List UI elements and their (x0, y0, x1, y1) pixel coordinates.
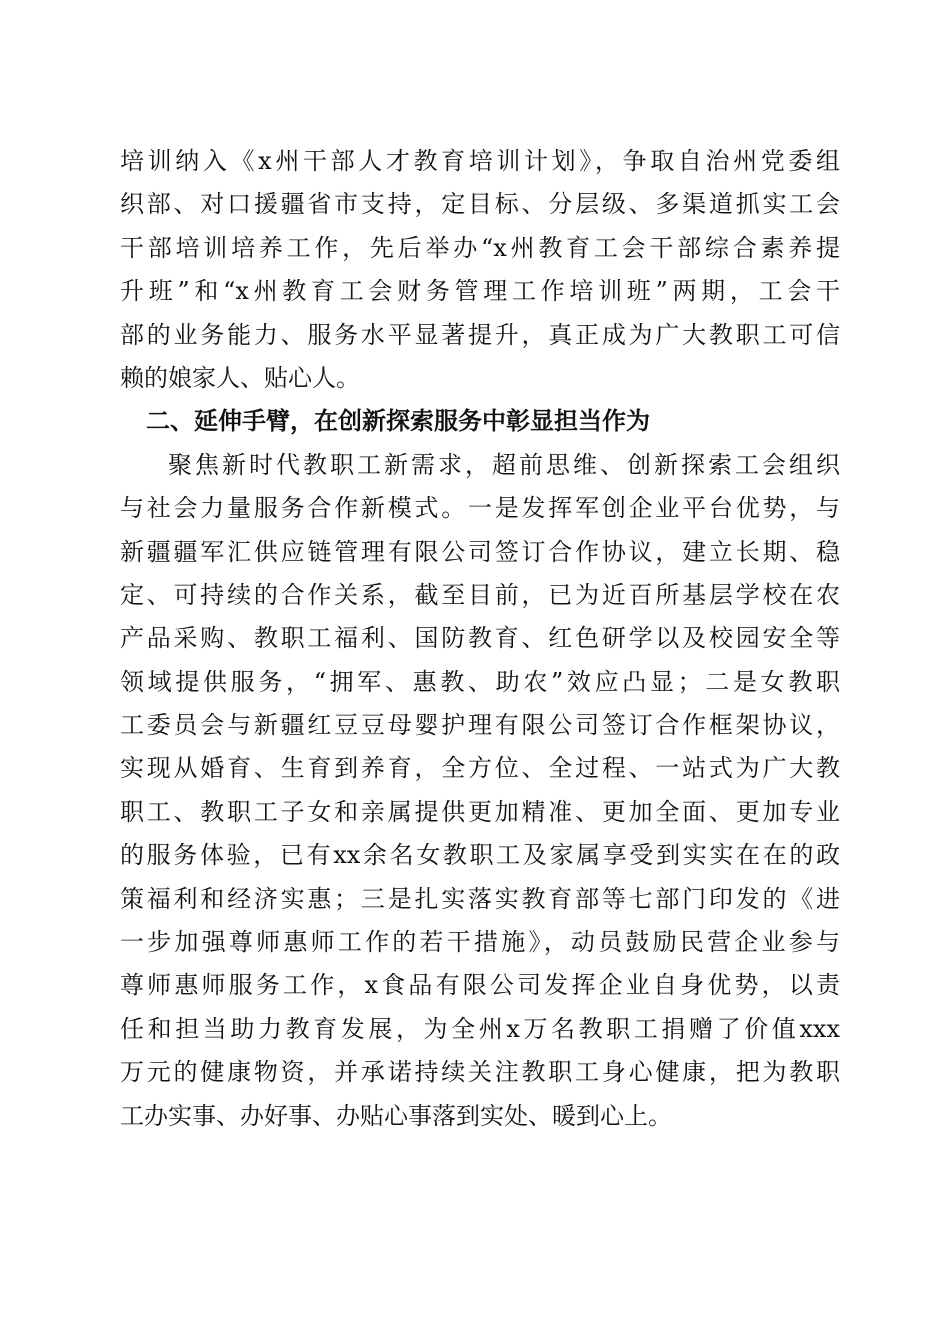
text-line: 产品采购、教职工福利、国防教育、红色研学以及校园安全等 (120, 624, 840, 653)
text-line: 赖的娘家人、贴心人。 (120, 363, 360, 392)
text-line: 新疆疆军汇供应链管理有限公司签订合作协议，建立长期、稳 (120, 537, 840, 566)
text-line: 尊师惠师服务工作，x食品有限公司发挥企业自身优势，以责 (120, 971, 840, 1000)
text-line: 万元的健康物资，并承诺持续关注教职工身心健康，把为教职 (120, 1058, 840, 1087)
text-line: 升班”和“x州教育工会财务管理工作培训班”两期，工会干 (120, 277, 840, 306)
paragraph-service-innovation (120, 444, 840, 1138)
text-line: 聚焦新时代教职工新需求，超前思维、创新探索工会组织 (168, 450, 840, 479)
text-line: 的服务体验，已有xx余名女教职工及家属享受到实实在在的政 (120, 841, 840, 870)
text-line: 培训纳入《x州干部人才教育培训计划》，争取自治州党委组 (120, 147, 840, 175)
section-heading: 二、延伸手臂，在创新探索服务中彰显担当作为 (146, 407, 650, 436)
text-line: 职工、教职工子女和亲属提供更加精准、更加全面、更加专业 (120, 797, 840, 826)
text-line: 实现从婚育、生育到养育，全方位、全过程、一站式为广大教 (120, 754, 840, 783)
text-line: 领域提供服务，“拥军、惠教、助农”效应凸显；二是女教职 (120, 667, 840, 696)
text-line: 策福利和经济实惠；三是扎实落实教育部等七部门印发的《进 (120, 884, 840, 913)
text-line: 与社会力量服务合作新模式。一是发挥军创企业平台优势，与 (120, 494, 840, 523)
text-line: 部的业务能力、服务水平显著提升，真正成为广大教职工可信 (120, 320, 840, 349)
text-line: 工委员会与新疆红豆豆母婴护理有限公司签订合作框架协议， (120, 711, 840, 740)
paragraph-training (120, 140, 840, 400)
text-line: 定、可持续的合作关系，截至目前，已为近百所基层学校在农 (120, 580, 840, 609)
text-line: 一步加强尊师惠师工作的若干措施》，动员鼓励民营企业参与 (120, 928, 840, 957)
text-line: 任和担当助力教育发展，为全州x万名教职工捐赠了价值xxx (120, 1014, 840, 1043)
text-line: 工办实事、办好事、办贴心事落到实处、暖到心上。 (120, 1101, 672, 1130)
text-line: 干部培训培养工作，先后举办“x州教育工会干部综合素养提 (120, 233, 840, 262)
text-line: 织部、对口援疆省市支持，定目标、分层级、多渠道抓实工会 (120, 190, 840, 219)
document-body (120, 140, 840, 1138)
